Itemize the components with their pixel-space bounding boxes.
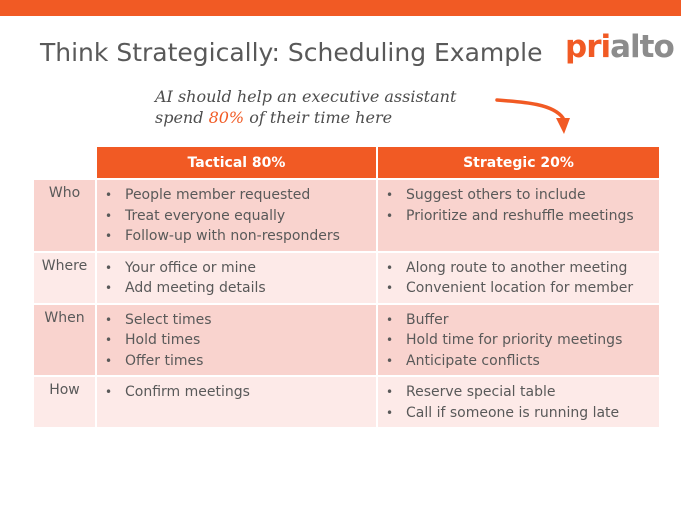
strategic-cell-who	[377, 179, 659, 252]
slide-title: Think Strategically: Scheduling Example	[40, 38, 543, 67]
tactical-list	[97, 382, 376, 403]
list-item: • Reserve special table	[406, 382, 659, 403]
header-tactical: Tactical 80%	[96, 147, 377, 179]
callout-line-1: AI should help an executive assistant	[155, 87, 457, 106]
list-item: • Call if someone is running late	[406, 403, 659, 424]
list-item: • People member requested	[125, 185, 376, 206]
row-label-where: Where	[34, 252, 96, 304]
strategic-list	[378, 185, 659, 226]
prialto-logo	[565, 29, 674, 65]
row-label-how: How	[34, 376, 96, 427]
tactical-list	[97, 258, 376, 299]
strategic-cell-where	[377, 252, 659, 304]
callout-line-2-end: of their time here	[244, 108, 393, 127]
callout-arrow-icon	[495, 88, 575, 140]
list-item: • Suggest others to include	[406, 185, 659, 206]
top-accent-bar	[0, 0, 681, 16]
list-item: • Treat everyone equally	[125, 206, 376, 227]
header-empty-cell	[34, 147, 96, 179]
list-item: • Along route to another meeting	[406, 258, 659, 279]
callout-line-2	[155, 107, 456, 128]
callout-line-2-start: spend	[155, 108, 209, 127]
row-label-when: When	[34, 304, 96, 377]
list-item: • Confirm meetings	[125, 382, 376, 403]
tactical-cell-when	[96, 304, 377, 377]
strategic-list	[378, 310, 659, 372]
list-item: • Your office or mine	[125, 258, 376, 279]
tactical-cell-who	[96, 179, 377, 252]
table-row-who	[34, 179, 659, 252]
list-item: • Add meeting details	[125, 278, 376, 299]
row-label-who: Who	[34, 179, 96, 252]
list-item: • Offer times	[125, 351, 376, 372]
tactical-cell-how	[96, 376, 377, 427]
table-row-how	[34, 376, 659, 427]
header-strategic: Strategic 20%	[377, 147, 659, 179]
list-item: • Buffer	[406, 310, 659, 331]
list-item: • Follow-up with non-responders	[125, 226, 376, 247]
scheduling-table	[34, 147, 659, 427]
tactical-cell-where	[96, 252, 377, 304]
callout-note	[155, 86, 456, 128]
strategic-list	[378, 382, 659, 423]
tactical-list	[97, 310, 376, 372]
strategic-cell-how	[377, 376, 659, 427]
list-item: • Anticipate conflicts	[406, 351, 659, 372]
list-item: • Hold time for priority meetings	[406, 330, 659, 351]
table-header-row	[34, 147, 659, 179]
table-row-when	[34, 304, 659, 377]
list-item: • Hold times	[125, 330, 376, 351]
strategic-cell-when	[377, 304, 659, 377]
logo-text-pri: pri	[565, 29, 611, 65]
callout-percentage: 80%	[208, 108, 245, 127]
list-item: • Convenient location for member	[406, 278, 659, 299]
list-item: • Prioritize and reshuffle meetings	[406, 206, 659, 227]
logo-text-alto: alto	[610, 29, 674, 65]
table-row-where	[34, 252, 659, 304]
strategic-list	[378, 258, 659, 299]
list-item: • Select times	[125, 310, 376, 331]
tactical-list	[97, 185, 376, 247]
